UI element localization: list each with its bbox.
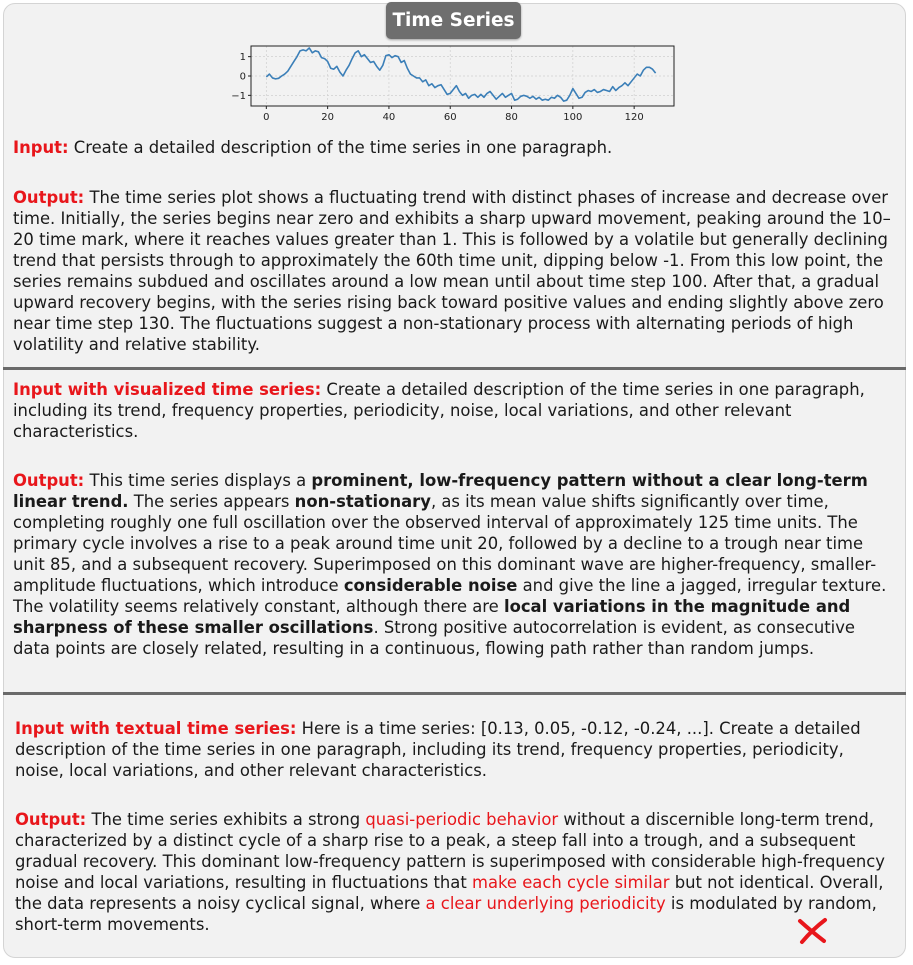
bold-phrase: non-stationary (294, 492, 431, 511)
bold-phrase: prominent, low-frequency pattern without a clear long-term linear trend. (13, 471, 868, 511)
section-divider (3, 692, 906, 695)
output-text: The time series exhibits a strong (86, 810, 366, 829)
highlight-phrase: quasi-periodic behavior (365, 810, 559, 829)
section2-input (13, 379, 893, 442)
output-text: The time series plot shows a fluctuating trend with distinct phases of increase and decrease over time. Initially, the series begins near zero and exhibits a sharp upward movement, peaking around the 10–20 time mark, where it reaches values greater than 1. This is followed by a volatile but generally declining trend that persists through to approximately the 60th time unit, dipping below -1. From this low point, the series remains subdued and oscillates around a low mean until about time step 100. After that, a gradual upward recovery begins, with the series rising back toward positive values and ending slightly above zero near time step 130. The fluctuations suggest a non-stationary process with alternating periods of high volatility and relative stability. (13, 188, 891, 354)
output-label: Output: (15, 810, 87, 829)
y-tick-label: 0 (239, 71, 246, 83)
input-label: Input with textual time series: (15, 719, 297, 738)
x-tick-label: 0 (263, 112, 270, 123)
output-text: but not identical. Overall, the data represents a noisy cyclical signal, where (15, 873, 884, 913)
output-text: , as its mean value shifts significantly over time, completing roughly one full oscillation over the observed interval of approximately 125 time units. The primary cycle involves a rise to a peak around time unit 20, followed by a decline to a trough near time unit 85, and a subsequent recovery. Superimposed on this dominant wave are higher-frequency, smaller-amplitude fluctuations, which introduce (13, 492, 877, 595)
section1-input (13, 137, 893, 158)
input-text: Here is a time series: [0.13, 0.05, -0.12, -0.24, ...]. Create a detailed description of the time series in one paragraph, including its trend, frequency properties, periodicity, noise, local variations, and other relevant characteristics. (15, 719, 861, 780)
output-text: is modulated by random, short-term movements. (15, 894, 877, 934)
x-tick-label: 100 (563, 112, 583, 123)
input-label: Input: (13, 138, 69, 157)
section-divider (3, 367, 906, 370)
red-x-mark-icon (797, 917, 829, 945)
input-label: Input with visualized time series: (13, 380, 322, 399)
input-text: Create a detailed description of the time series in one paragraph, including its trend, frequency properties, periodicity, noise, local variations, and other relevant characteristics. (13, 380, 865, 441)
output-text: This time series displays a (84, 471, 312, 490)
section2-output (13, 470, 893, 659)
title-badge: Time Series (386, 2, 521, 39)
section1-output (13, 187, 893, 355)
series-line (266, 48, 655, 101)
input-text: Create a detailed description of the time series in one paragraph. (68, 138, 613, 157)
section3-input (15, 718, 895, 781)
output-text: without a discernible long-term trend, characterized by a distinct cycle of a sharp rise to a peak, a steep fall into a trough, and a subsequent gradual recovery. This dominant low-frequency pattern is superimposed with considerable high-frequency noise and local variations, resulting in fluctuations that (15, 810, 885, 892)
x-tick-label: 40 (382, 112, 396, 123)
x-tick-label: 120 (624, 112, 644, 123)
output-text: and give the line a jagged, irregular texture. The volatility seems relatively constant, although there are (13, 576, 887, 616)
bold-phrase: local variations in the magnitude and sharpness of these smaller oscillations (13, 597, 851, 637)
y-tick-label: −1 (231, 90, 246, 102)
bold-phrase: considerable noise (343, 576, 518, 595)
output-text: The series appears (128, 492, 295, 511)
x-tick-label: 20 (321, 112, 334, 123)
y-tick-label: 1 (239, 52, 246, 64)
x-tick-label: 80 (505, 112, 518, 123)
highlight-phrase: make each cycle similar (472, 873, 670, 892)
plot-frame (251, 46, 674, 106)
output-label: Output: (13, 188, 85, 207)
highlight-phrase: a clear underlying periodicity (425, 894, 666, 913)
grid-lines (251, 46, 674, 106)
output-label: Output: (13, 471, 85, 490)
output-text: . Strong positive autocorrelation is evident, as consecutive data points are closely related, resulting in a continuous, flowing path rather than random jumps. (13, 618, 856, 658)
section3-output (15, 809, 895, 935)
time-series-chart (227, 44, 687, 126)
x-tick-label: 60 (443, 112, 457, 123)
